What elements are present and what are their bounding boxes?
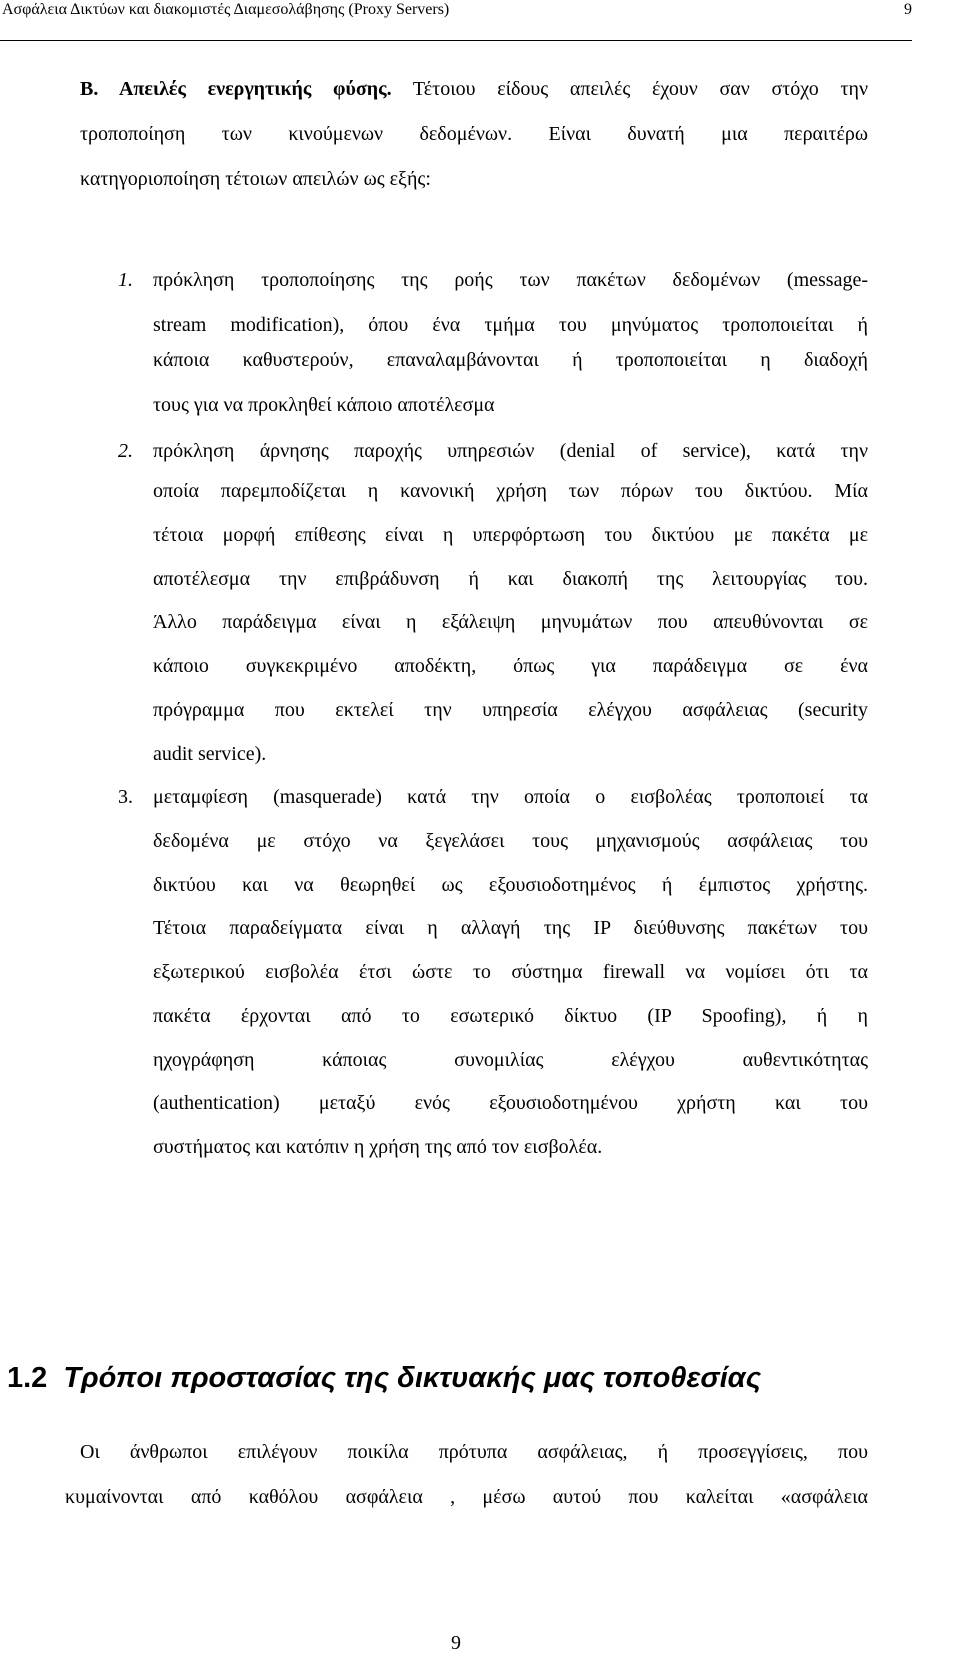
item-3-line-5: εξωτερικού εισβολέα έτσι ώστε το σύστημα firewall να νομίσει ότι τα — [153, 961, 868, 983]
section-title: Τρόποι προστασίας της δικτυακής μας τοποθεσίας — [63, 1362, 762, 1394]
item-3-line-8: (authentication) μεταξύ ενός εξουσιοδοτημένου χρήστη και του — [153, 1092, 868, 1114]
item-2-line-7: πρόγραμμα που εκτελεί την υπηρεσία ελέγχου ασφάλειας (security — [153, 699, 868, 721]
item-3-line-4: Τέτοια παραδείγματα είναι η αλλαγή της IP διεύθυνσης πακέτων του — [153, 917, 868, 939]
item-1-line-3: κάποια καθυστερούν, επαναλαμβάνονται ή τροποποιείται η διαδοχή — [153, 349, 868, 371]
running-header — [0, 0, 912, 41]
intro-line-1 — [80, 79, 868, 99]
item-3-label: 3. — [118, 786, 133, 808]
item-2-line-6: κάποιο συγκεκριμένο αποδέκτη, όπως για παράδειγμα σε ένα — [153, 655, 868, 677]
section-heading — [7, 1364, 761, 1393]
footer-page-number: 9 — [451, 1632, 461, 1654]
item-1-line-4: τους για να προκληθεί κάποιο αποτέλεσμα — [153, 394, 495, 416]
item-3-line-3: δικτύου και να θεωρηθεί ως εξουσιοδοτημένος ή έμπιστος χρήστης. — [153, 874, 868, 896]
item-2-line-8: audit service). — [153, 743, 267, 765]
item-2-line-4: αποτέλεσμα την επιβράδυνση ή και διακοπή της λειτουργίας του. — [153, 568, 868, 590]
closing-line-2: κυμαίνονται από καθόλου ασφάλεια , μέσω αυτού που καλείται «ασφάλεια — [65, 1486, 868, 1508]
item-2-line-1: πρόκληση άρνησης παροχής υπηρεσιών (denial of service), κατά την — [153, 440, 868, 462]
intro-line-1-rest: Τέτοιου είδους απειλές έχουν σαν στόχο την — [391, 78, 868, 100]
header-page-number: 9 — [904, 1, 912, 18]
item-1-line-2: stream modification), όπου ένα τμήμα του μηνύματος τροποποιείται ή — [153, 314, 868, 336]
item-2-label: 2. — [118, 440, 133, 462]
item-1-label: 1. — [118, 269, 133, 291]
item-1-line-1: πρόκληση τροποποίησης της ροής των πακέτων δεδομένων (message- — [153, 269, 868, 291]
item-3-line-6: πακέτα έρχονται από το εσωτερικό δίκτυο (IP Spoofing), ή η — [153, 1005, 868, 1027]
item-3-line-1: μεταμφίεση (masquerade) κατά την οποία ο εισβολέας τροποποιεί τα — [153, 786, 868, 808]
intro-lead: Β. Απειλές ενεργητικής φύσης. — [80, 78, 392, 100]
intro-line-2: τροποποίηση των κινούμενων δεδομένων. Είναι δυνατή μια περαιτέρω — [80, 123, 868, 145]
section-number: 1.2 — [7, 1362, 48, 1394]
item-2-line-3: τέτοια μορφή επίθεσης είναι η υπερφόρτωση του δικτύου με πακέτα με — [153, 524, 868, 546]
item-2-line-2: οποία παρεμποδίζεται η κανονική χρήση των πόρων του δικτύου. Μία — [153, 480, 868, 502]
item-3-line-2: δεδομένα με στόχο να ξεγελάσει τους μηχανισμούς ασφάλειας του — [153, 830, 868, 852]
item-3-line-9: συστήματος και κατόπιν η χρήση της από τον εισβολέα. — [153, 1136, 603, 1158]
header-title: Ασφάλεια Δικτύων και διακομιστές Διαμεσολάβησης (Proxy Servers) — [2, 1, 450, 18]
item-2-line-5: Άλλο παράδειγμα είναι η εξάλειψη μηνυμάτων που απευθύνονται σε — [153, 611, 868, 633]
intro-line-3: κατηγοριοποίηση τέτοιων απειλών ως εξής: — [80, 168, 431, 190]
closing-line-1: Οι άνθρωποι επιλέγουν ποικίλα πρότυπα ασφάλειας, ή προσεγγίσεις, που — [80, 1441, 868, 1463]
item-3-line-7: ηχογράφηση κάποιας συνομιλίας ελέγχου αυθεντικότητας — [153, 1049, 868, 1071]
